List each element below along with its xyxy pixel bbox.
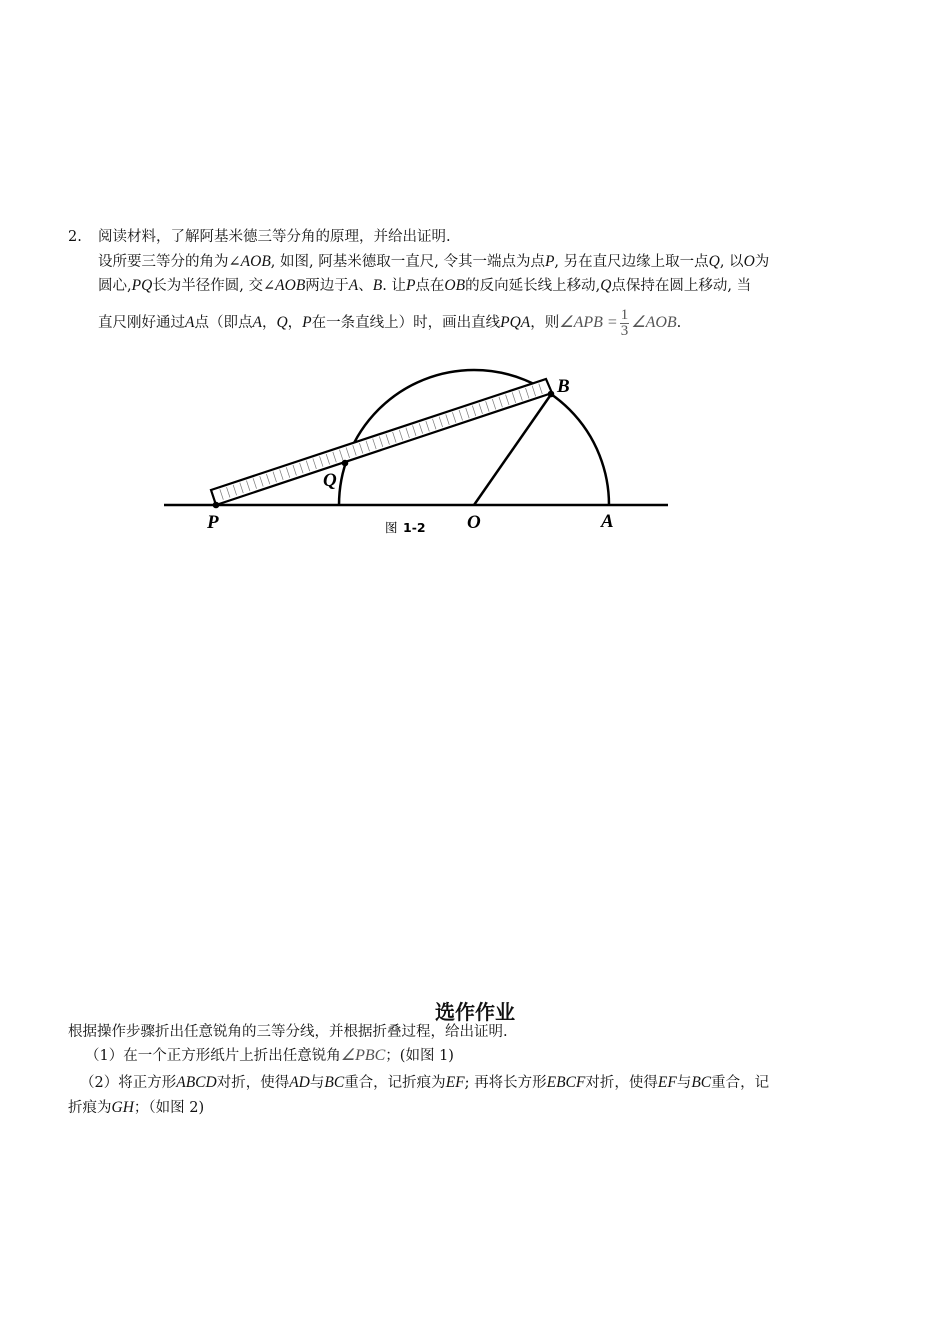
text: ；（如图 2) <box>133 1100 205 1116</box>
label-p: P <box>207 512 219 533</box>
problem-number: 2. <box>68 229 82 245</box>
text: , 另在直尺边缘上取一点 <box>554 254 709 270</box>
text: 长为半径作圆, 交∠ <box>152 278 276 294</box>
ruler <box>211 379 552 505</box>
figure-caption-prefix: 图 <box>385 520 398 535</box>
problem-title: 阅读材料，了解阿基米德三等分角的原理，并给出证明. <box>98 229 451 245</box>
math-p: P <box>544 253 555 270</box>
homework-step-2 <box>80 1073 769 1093</box>
text: ; 再将长方形 <box>464 1075 547 1091</box>
fraction-numerator: 1 <box>620 306 629 323</box>
math-abcd: ABCD <box>176 1074 217 1091</box>
point-p <box>213 502 220 509</box>
text: , 如图, 阿基米德取一直尺, 令其一端点为点 <box>270 254 545 270</box>
math-a: A <box>252 314 262 331</box>
formula-angle-apb: ∠APB = <box>559 314 618 331</box>
math-p: P <box>405 277 416 294</box>
label-b: B <box>557 376 570 397</box>
text: 与 <box>676 1075 692 1091</box>
math-ef: EF <box>445 1074 465 1091</box>
math-pq: PQ <box>131 277 153 294</box>
math-q: Q <box>276 314 288 331</box>
label-o: O <box>467 512 481 533</box>
math-gh: GH <box>111 1099 134 1116</box>
math-ob: OB <box>444 277 466 294</box>
text: 的反向延长线上移动, <box>465 278 601 294</box>
text: ， <box>261 315 277 331</box>
text: 对折，使得 <box>216 1075 290 1091</box>
text: . 让 <box>382 278 406 294</box>
archimedes-trisection-figure <box>0 0 950 560</box>
math-pqa: PQA <box>500 314 531 331</box>
text: （1）在一个正方形纸片上折出任意锐角 <box>85 1048 341 1064</box>
text: （2）将正方形 <box>80 1075 177 1091</box>
text: 折痕为 <box>68 1100 112 1116</box>
homework-step-2-cont <box>68 1098 204 1118</box>
text: 点在 <box>415 278 445 294</box>
text: 设所要三等分的角为∠ <box>98 254 241 270</box>
text: 为 <box>754 254 770 270</box>
text: ， <box>287 315 303 331</box>
math-b: B <box>372 277 383 294</box>
homework-heading: 选作作业 <box>435 1000 515 1024</box>
text: 重合，记折痕为 <box>344 1075 446 1091</box>
math-q: Q <box>708 253 720 270</box>
text: 圆心, <box>98 278 132 294</box>
math-a: A <box>185 314 195 331</box>
homework-intro: 根据操作步骤折出任意锐角的三等分线，并根据折叠过程，给出证明. <box>68 1024 508 1040</box>
figure-caption-number: 1-2 <box>403 520 426 535</box>
math-bc: BC <box>324 1074 345 1091</box>
text: 在一条直线上）时，画出直线 <box>311 315 501 331</box>
math-p: P <box>302 314 312 331</box>
math-a: A <box>348 277 359 294</box>
formula-angle-pbc: ∠PBC <box>340 1047 386 1064</box>
text: 直尺刚好通过 <box>98 315 185 331</box>
math-aob: AOB <box>275 277 306 294</box>
math-o: O <box>743 253 755 270</box>
text: 与 <box>309 1075 325 1091</box>
text: 点保持在圆上移动, 当 <box>611 278 752 294</box>
text: 点（即点 <box>194 315 253 331</box>
math-ef: EF <box>657 1074 677 1091</box>
math-bc: BC <box>691 1074 712 1091</box>
text: 、 <box>358 278 373 294</box>
homework-step-1 <box>85 1046 454 1066</box>
text: ；(如图 1) <box>385 1048 454 1064</box>
point-b <box>548 391 555 398</box>
math-ad: AD <box>289 1074 310 1091</box>
math-q: Q <box>600 277 612 294</box>
point-q <box>342 460 349 467</box>
formula-angle-aob: ∠AOB <box>631 314 677 331</box>
text: 重合，记 <box>711 1075 770 1091</box>
math-aob: AOB <box>240 253 271 270</box>
label-a: A <box>601 511 614 532</box>
text: ，则 <box>530 315 560 331</box>
text: , 以 <box>719 254 744 270</box>
fraction-denominator: 3 <box>620 322 629 339</box>
text: 对折，使得 <box>585 1075 658 1091</box>
text: . <box>676 315 682 331</box>
text: 两边于 <box>305 278 349 294</box>
label-q: Q <box>323 470 337 491</box>
math-ebcf: EBCF <box>546 1074 586 1091</box>
